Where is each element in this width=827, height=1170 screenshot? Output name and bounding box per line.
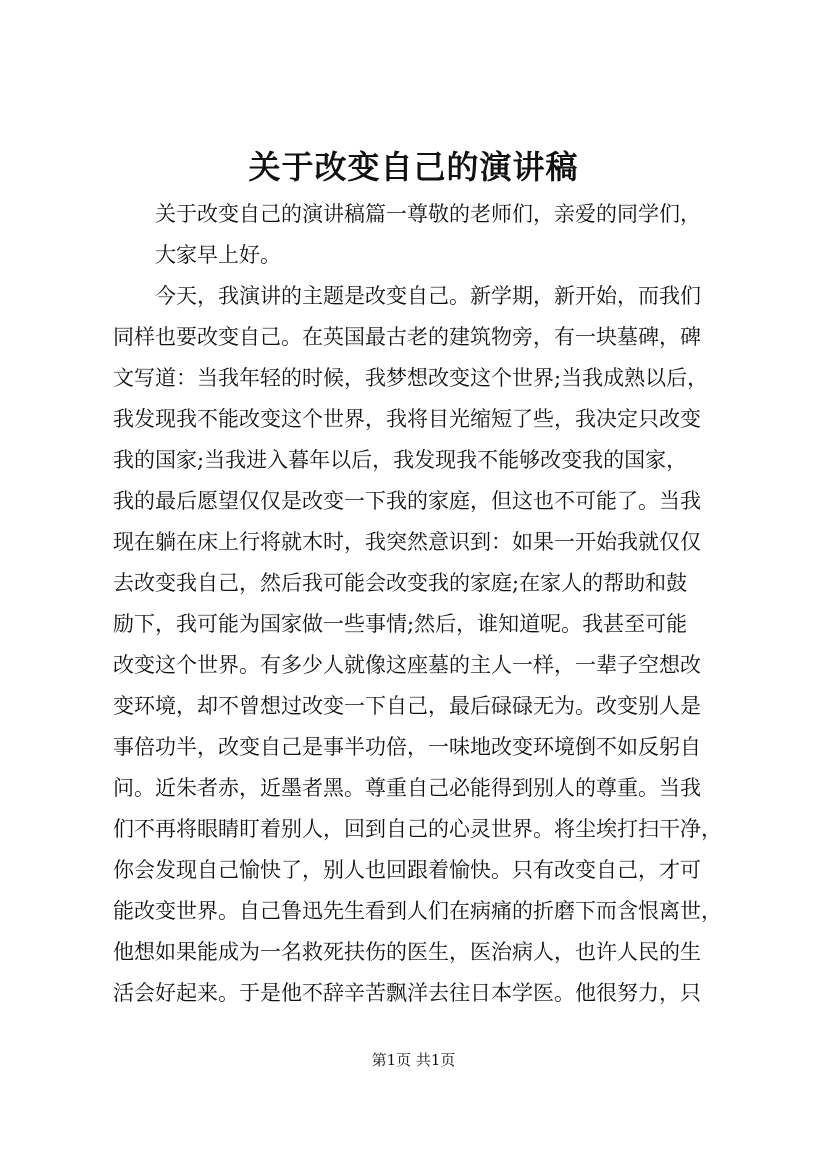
body-line: 励下，我可能为国家做一些事情;然后，谁知道呢。我甚至可能 [113, 612, 688, 636]
body-line: 们不再将眼睛盯着别人，回到自己的心灵世界。将尘埃打扫干净， [113, 817, 722, 841]
body-line: 我的最后愿望仅仅是改变一下我的家庭，但这也不可能了。当我 [113, 489, 701, 513]
body-line: 事倍功半，改变自己是事半功倍，一味地改变环境倒不如反躬自 [113, 735, 701, 759]
body-line: 变环境，却不曾想过改变一下自己，最后碌碌无为。改变别人是 [113, 694, 701, 718]
body-line: 我的国家;当我进入暮年以后，我发现我不能够改变我的国家， [113, 448, 688, 472]
body-line: 你会发现自己愉快了，别人也回跟着愉快。只有改变自己，才可 [113, 858, 701, 882]
body-line: 改变这个世界。有多少人就像这座墓的主人一样，一辈子空想改 [113, 653, 701, 677]
body-line: 关于改变自己的演讲稿篇一尊敬的老师们，亲爱的同学们， [155, 202, 701, 226]
body-line: 文写道：当我年轻的时候，我梦想改变这个世界;当我成熟以后， [113, 366, 709, 390]
body-line: 问。近朱者赤，近墨者黑。尊重自己必能得到别人的尊重。当我 [113, 776, 701, 800]
body-line: 同样也要改变自己。在英国最古老的建筑物旁，有一块墓碑，碑 [113, 325, 701, 349]
body-line: 今天，我演讲的主题是改变自己。新学期，新开始，而我们 [155, 284, 701, 308]
body-line: 能改变世界。自己鲁迅先生看到人们在病痛的折磨下而含恨离世， [113, 899, 722, 923]
body-line: 我发现我不能改变这个世界，我将目光缩短了些，我决定只改变 [113, 407, 701, 431]
body-line: 活会好起来。于是他不辞辛苦飘洋去往日本学医。他很努力，只 [113, 981, 701, 1005]
document-body [113, 194, 722, 1014]
body-line: 他想如果能成为一名救死扶伤的医生，医治病人，也许人民的生 [113, 940, 701, 964]
body-line: 去改变我自己，然后我可能会改变我的家庭;在家人的帮助和鼓 [113, 571, 688, 595]
page-footer: 第1页 共1页 [371, 1051, 456, 1069]
body-line: 大家早上好。 [155, 243, 281, 267]
document-title: 关于改变自己的演讲稿 [248, 148, 579, 186]
body-line: 现在躺在床上行将就木时，我突然意识到：如果一开始我就仅仅 [113, 530, 701, 554]
